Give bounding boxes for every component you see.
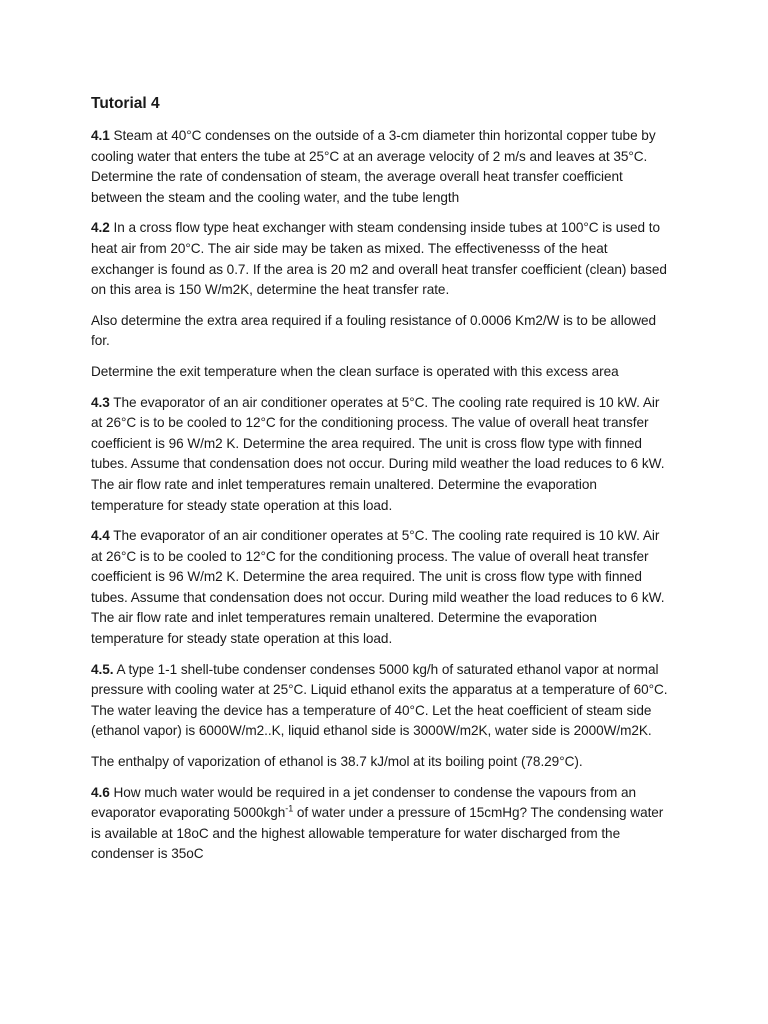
problem-number: 4.5. [91,661,114,677]
problem-number: 4.6 [91,784,110,800]
problem-number: 4.2 [91,220,110,236]
problem-4-2-followup-1: Also determine the extra area required if a fouling resistance of 0.0006 Km2/W is to be allowed for. [91,312,656,349]
problem-text: The evaporator of an air conditioner operates at 5°C. The cooling rate required is 10 kW. Air at 26°C is to be cooled to 12°C for the conditioning process. The value of overall heat transfer coefficient is 96 W/m2 K. Determine the area required. The unit is cross flow type with finned tubes. Assume that condensation does not occur. During mild weather the load reduces to 6 kW. The air flow rate and inlet temperatures remain unaltered. Determine the evaporation temperature for steady state operation at this load. [91,528,665,647]
problem-text: Steam at 40°C condenses on the outside of a 3-cm diameter thin horizontal copper tube by cooling water that enters the tube at 25°C at an average velocity of 2 m/s and leaves at 35°C. Determine the rate of condensation of steam, the average overall heat transfer coefficient between the steam and the cooling water, and the tube length [91,128,656,205]
problem-4-2 [91,218,668,300]
problem-4-3 [91,393,668,517]
problem-4-2-followup-2: Determine the exit temperature when the clean surface is operated with this excess area [91,363,619,379]
problem-4-5-followup-1: The enthalpy of vaporization of ethanol is 38.7 kJ/mol at its boiling point (78.29°C). [91,754,583,770]
problem-text: In a cross flow type heat exchanger with steam condensing inside tubes at 100°C is used to heat air from 20°C. The air side may be taken as mixed. The effectivenesss of the heat exchanger is found as 0.7. If the area is 20 m2 and overall heat transfer coefficient (clean) based on this area is 150 W/m2K, determine the heat transfer rate. [91,220,667,298]
problem-text-before: How much water would be required in a jet condenser to condense the vapours from an evaporator evaporating 5000kgh [91,784,637,821]
superscript: -1 [285,803,294,814]
problem-text: A type 1-1 shell-tube condenser condenses 5000 kg/h of saturated ethanol vapor at normal pressure with cooling water at 25°C. Liquid ethanol exits the apparatus at a temperature of 60°C. The water leaving the device has a temperature of 40°C. Let the heat coefficient of steam side (ethanol vapor) is 6000W/m2..K, liquid ethanol side is 3000W/m2K, water side is 2000W/m2K. [91,661,668,739]
problem-number: 4.1 [91,128,110,143]
problem-4-1 [91,126,668,208]
problem-4-6 [91,783,668,865]
problem-number: 4.3 [91,394,110,410]
problem-text: The evaporator of an air conditioner operates at 5°C. The cooling rate required is 10 kW. Air at 26°C is to be cooled to 12°C for the conditioning process. The value of overall heat transfer coefficient is 96 W/m2 K. Determine the area required. The unit is cross flow type with finned tubes. Assume that condensation does not occur. During mild weather the load reduces to 6 kW. The air flow rate and inlet temperatures remain unaltered. Determine the evaporation temperature for steady state operation at this load. [91,394,665,513]
problem-4-5 [91,660,668,742]
problem-text-after: of water under a pressure of 15cmHg? The condensing water is available at 18oC and the highest allowable temperature for water discharged from the condenser is 35oC [91,805,664,862]
problem-4-4 [91,526,668,650]
problem-number: 4.4 [91,528,110,544]
page-title: Tutorial 4 [91,95,160,112]
